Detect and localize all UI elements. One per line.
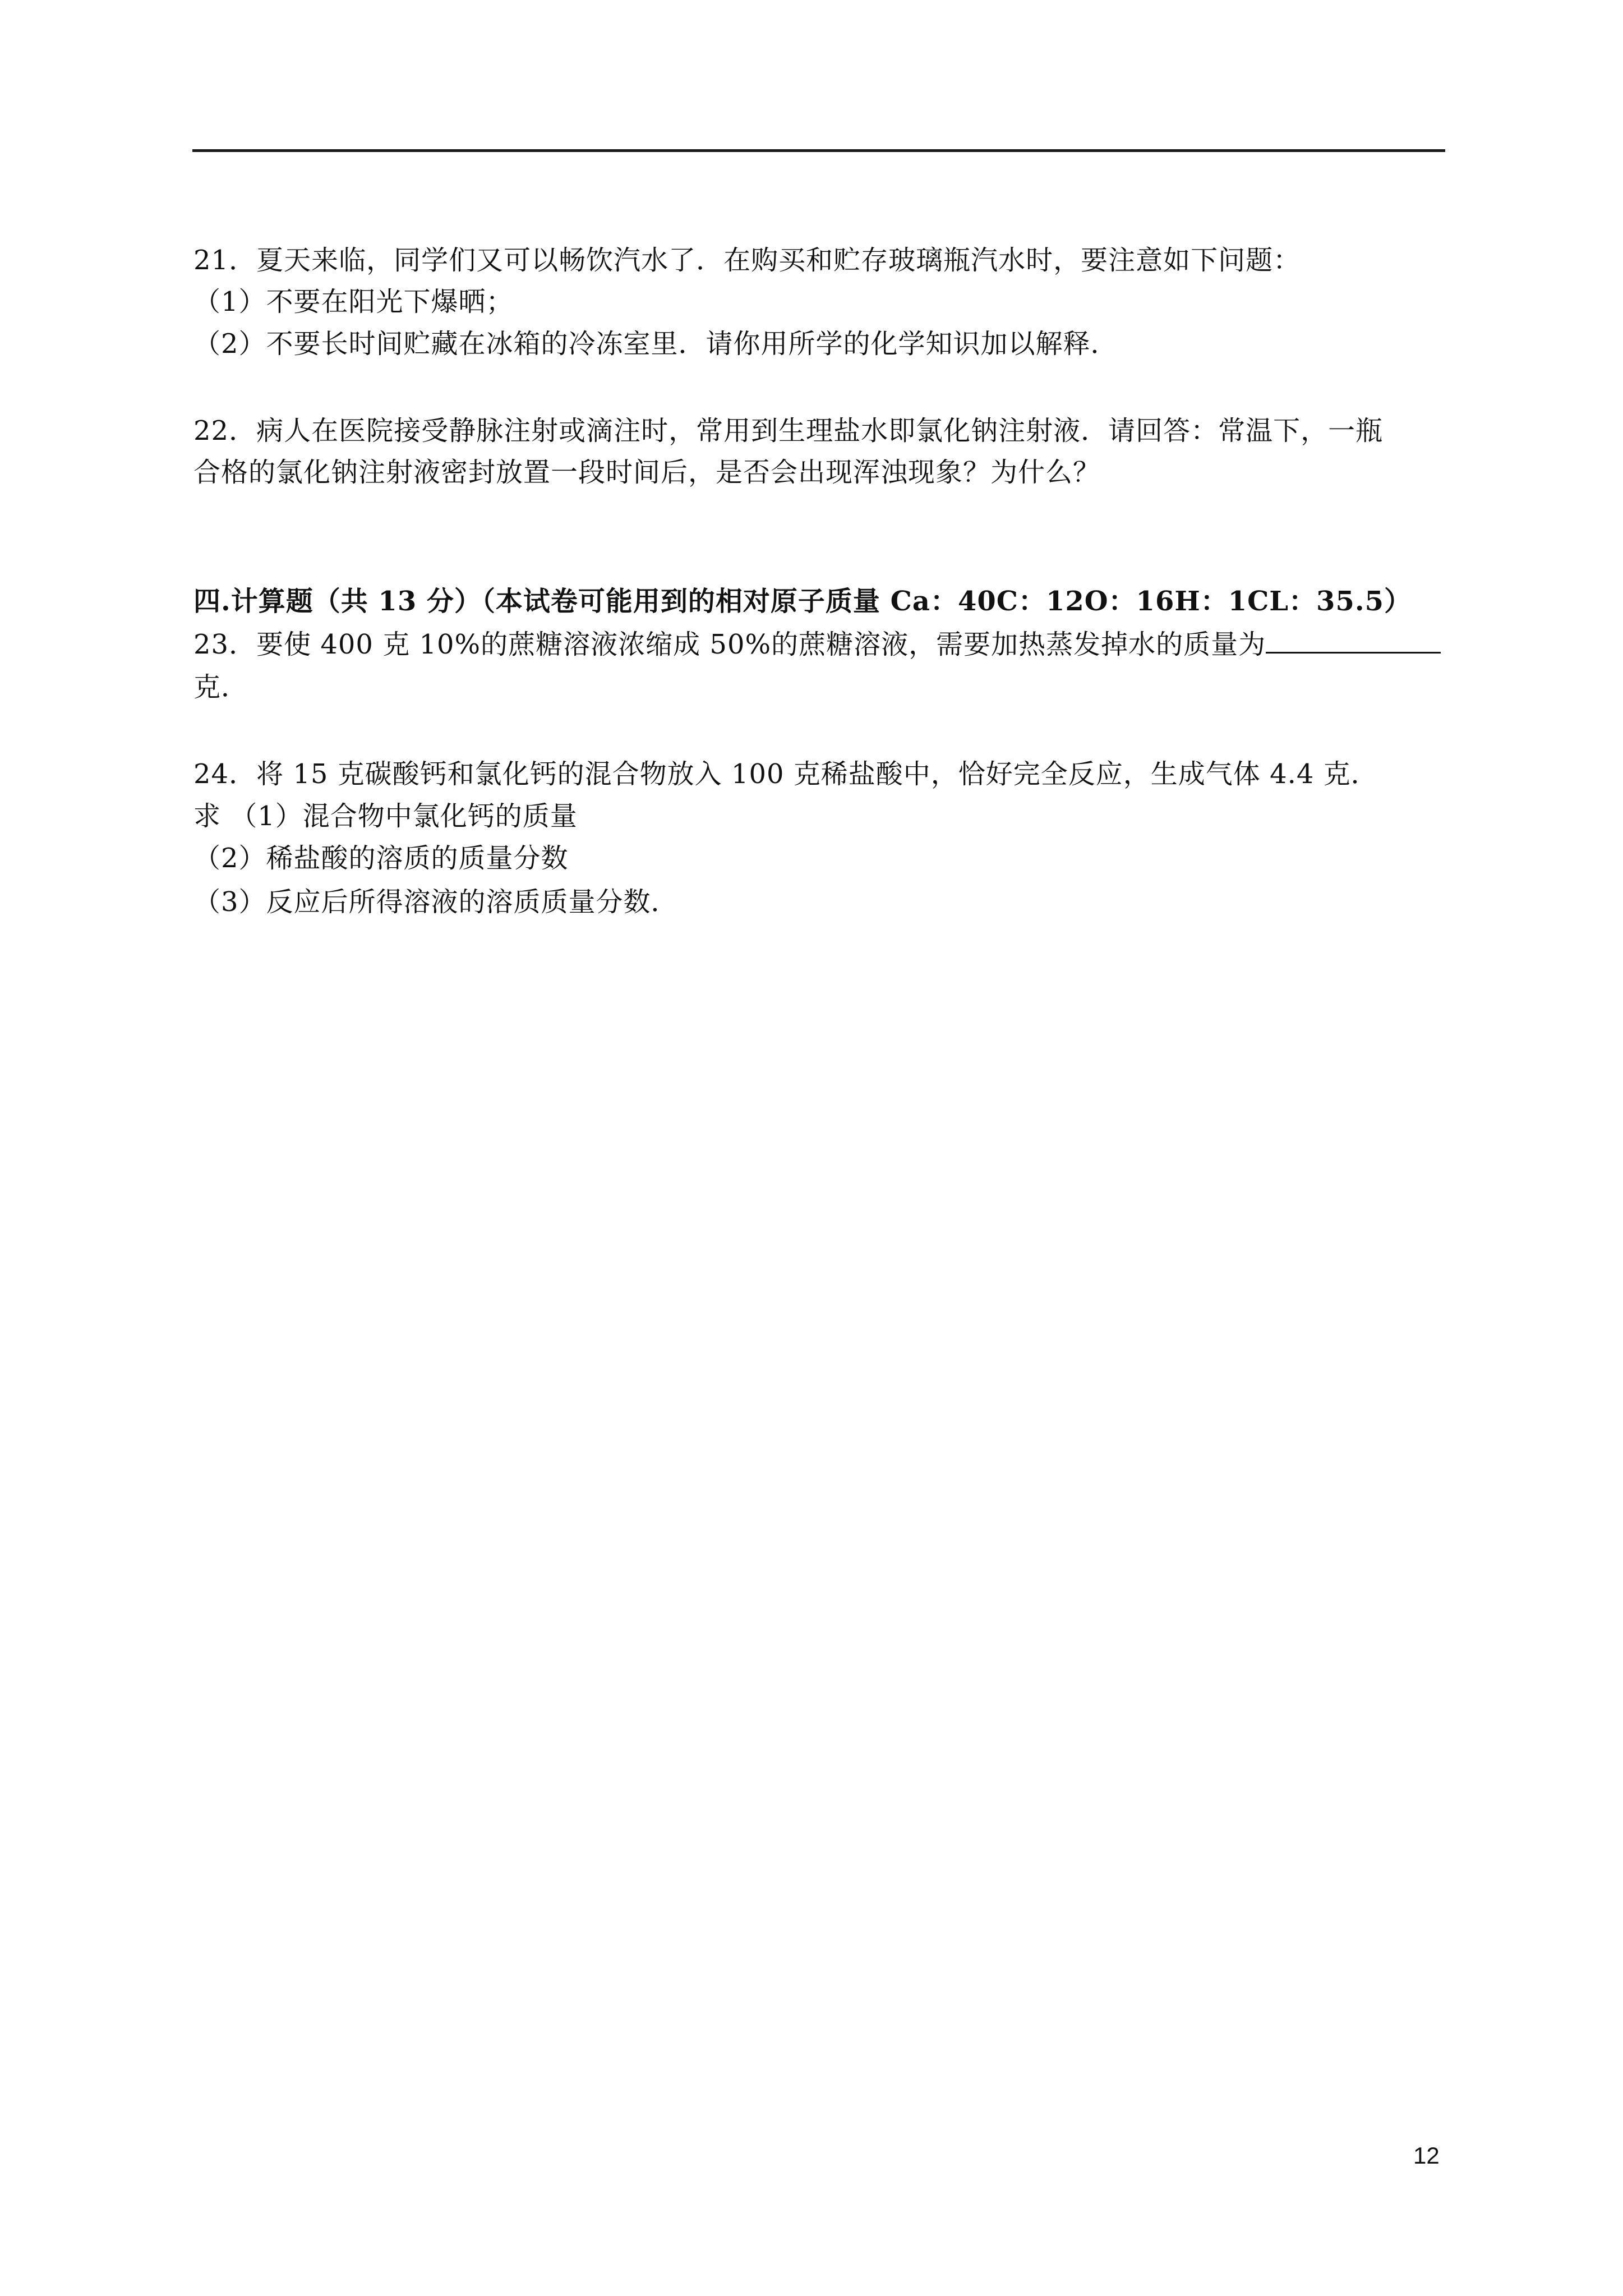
q23-line-1 [193, 627, 1441, 661]
q21-line-3: （2）不要长时间贮藏在冰箱的冷冻室里．请你用所学的化学知识加以解释． [193, 328, 1118, 360]
header-rule [192, 149, 1445, 152]
q24-line-1: 24．将 15 克碳酸钙和氯化钙的混合物放入 100 克稀盐酸中，恰好完全反应，生成气体 4.4 克． [193, 758, 1378, 790]
q23-line-2: 克． [193, 671, 249, 703]
q22-line-1: 22．病人在医院接受静脉注射或滴注时，常用到生理盐水即氯化钠注射液．请回答：常温下，一瓶 [193, 415, 1384, 447]
q21-line-2: （1）不要在阳光下爆晒； [193, 286, 514, 318]
section-4-heading: 四.计算题（共 13 分）（本试卷可能用到的相对原子质量 Ca：40C：12O：16H：1CL：35.5） [193, 586, 1412, 617]
page-number: 12 [1413, 2142, 1440, 2169]
answer-blank [1266, 627, 1441, 654]
q21-line-1: 21．夏天来临，同学们又可以畅饮汽水了．在购买和贮存玻璃瓶汽水时，要注意如下问题： [193, 245, 1301, 276]
q24-line-3: （2）稀盐酸的溶质的质量分数 [193, 843, 569, 874]
q24-line-4: （3）反应后所得溶液的溶质质量分数． [193, 886, 679, 918]
q22-line-2: 合格的氯化钠注射液密封放置一段时间后，是否会出现浑浊现象？为什么？ [193, 457, 1101, 488]
q23-text: 23．要使 400 克 10%的蔗糖溶液浓缩成 50%的蔗糖溶液，需要加热蒸发掉水的质量为 [193, 629, 1266, 660]
q24-line-2: 求 （1）混合物中氯化钙的质量 [193, 800, 578, 832]
